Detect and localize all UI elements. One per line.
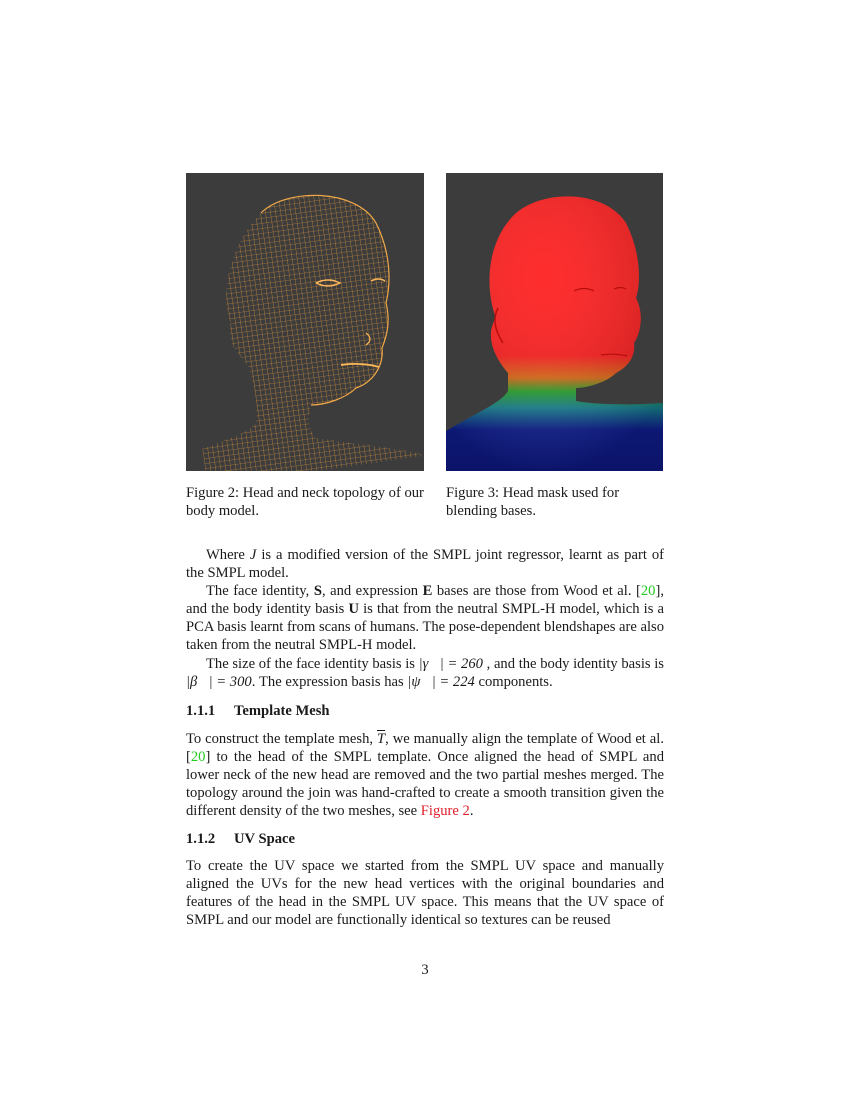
figure-row — [186, 173, 664, 473]
text: is that from the neutral SMPL-H model, which is a PCA basis learnt from scans of humans. The pose-dependent blendshapes are also taken from the neutral SMPL-H model. — [186, 601, 664, 654]
paragraph-joint-regressor — [186, 546, 664, 582]
section-template-mesh-body — [186, 730, 664, 820]
text: , and the body identity basis is — [482, 655, 664, 672]
wireframe-head-icon — [186, 173, 424, 471]
section-uv-space-body — [186, 857, 664, 929]
figure-3-head-mask-image — [446, 173, 663, 471]
figure-2-wireframe-image — [186, 173, 424, 471]
paper-page — [186, 0, 664, 1100]
text: Where — [206, 547, 250, 563]
math-E: E — [422, 583, 433, 600]
head-mask-icon — [446, 173, 663, 471]
figure-2-label: Figure 2: — [186, 485, 240, 501]
text: , we manually align the template of Wood et al. — [385, 731, 664, 747]
text: The size of the face identity basis is — [206, 655, 419, 672]
figure-3-label: Figure 3: — [446, 485, 500, 501]
section-title: UV Space — [234, 831, 295, 847]
page-number: 3 — [421, 962, 429, 978]
figure-2-caption-text: Head and neck topology of our body model. — [186, 485, 424, 519]
paragraph-uv-space — [186, 857, 664, 929]
citation-link[interactable]: 20 — [190, 749, 206, 766]
text: components. — [474, 673, 553, 690]
figure-reference-link[interactable]: Figure 2 — [420, 803, 470, 820]
paragraph-template-mesh: To construct the template mesh, $\overline{T}$, we manually align the template of Wood et al. [20] to the head of the SMPL template. Once aligned the head of SMPL and lower neck of the new head are removed and the two partial meshes merged. The topology around the join was hand-crafted to create a smooth transition given the different density of the two meshes, see Figure 2. — [186, 731, 664, 820]
intro-paragraphs — [186, 546, 664, 691]
math-gamma: |γ⃗| = 260 — [418, 655, 483, 672]
text: to the head of the SMPL template. Once aligned the head of SMPL and lower neck of the new head are removed and the two partial meshes merged. The topology around the join was hand-crafted to create a smooth transition given the different density of the two meshes, see — [186, 749, 664, 820]
math-U: U — [348, 601, 359, 618]
section-heading-template-mesh — [186, 702, 330, 720]
text: . — [469, 803, 474, 820]
math-psi: |ψ⃗| = 224 — [407, 673, 475, 690]
paragraph-bases: The face identity, S, and expression E bases are those from Wood et al. [20], and the body identity basis U is that from the neutral SMPL-H model, which is a PCA basis learnt from scans of humans. The pose-dependent blendshapes are also taken from the neutral SMPL-H model. — [186, 583, 664, 654]
figure-3-caption — [446, 484, 664, 520]
math-J: J — [249, 547, 257, 563]
text: , and expression — [321, 583, 423, 600]
text: bases are those from Wood et al. — [432, 583, 636, 600]
section-title: Template Mesh — [234, 703, 330, 719]
text: To construct the template mesh, — [186, 731, 377, 747]
citation-link[interactable]: 20 — [640, 583, 656, 600]
section-number: 1.1.2 — [186, 831, 216, 847]
section-number: 1.1.1 — [186, 703, 216, 719]
math-S: S — [313, 583, 322, 600]
figure-3-caption-text: Head mask used for blending bases. — [446, 485, 620, 519]
section-heading-uv-space — [186, 830, 295, 848]
text: is a modified version of the SMPL joint regressor, learnt as part of the SMPL model. — [186, 547, 664, 582]
text: . The expression basis has — [251, 673, 408, 690]
text: To create the UV space we started from the SMPL UV space and manually aligned the UVs for the new head vertices with the original boundaries and features of the head in the SMPL UV space. This means that the UV space of SMPL and our model are functionally identical so textures can be reused — [186, 858, 664, 929]
text: , and the body identity basis — [186, 583, 664, 618]
math-T-bar: $\overline{T}$ — [376, 731, 386, 747]
math-beta: |β⃗| = 300 — [186, 673, 252, 690]
figure-2-caption — [186, 484, 430, 520]
paragraph-basis-sizes — [186, 655, 664, 691]
text: The face identity, — [206, 583, 314, 600]
